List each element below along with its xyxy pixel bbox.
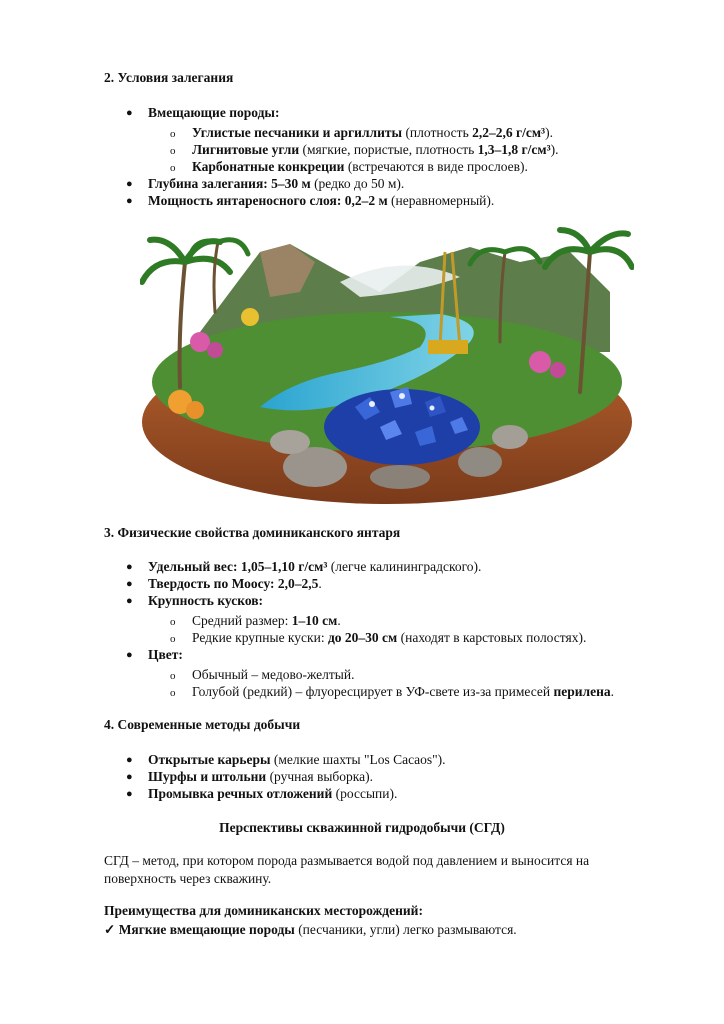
bullet-size: ● Крупность кусков: [126, 593, 264, 608]
sub-bullet-concretions: o Карбонатные конкреции (встречаются в виде прослоев). [170, 159, 528, 174]
bullet-pits-adits: ● Шурфы и штольни (ручная выборка). [126, 769, 374, 784]
amber-deposit-illustration [140, 222, 634, 510]
bullet-open-pits: ● Открытые карьеры (мелкие шахты "Los Cacaos"). [126, 752, 446, 767]
bullet-river-washing: ● Промывка речных отложений (россыпи). [126, 786, 398, 801]
sub-bullet-color-blue: o Голубой (редкий) – флуоресцирует в УФ-свете из-за примесей перилена. [170, 684, 615, 699]
section-4-heading: 4. Современные методы добычи [104, 717, 301, 732]
sub-bullet-color-common: o Обычный – медово-желтый. [170, 667, 355, 682]
sub-bullet-average-size: o Средний размер: 1–10 см. [170, 613, 341, 628]
sub-bullet-lignite: o Лигнитовые угли (мягкие, пористые, плотность 1,3–1,8 г/см³). [170, 142, 559, 157]
bullet-thickness: ● Мощность янтареносного слоя: 0,2–2 м (неравномерный). [126, 193, 495, 208]
advantage-soft-rocks: ✓ Мягкие вмещающие породы (песчаники, угли) легко размываются. [104, 922, 517, 937]
sub-bullet-rare-size: o Редкие крупные куски: до 20–30 см (находят в карстовых полостях). [170, 630, 587, 645]
section-3-heading: 3. Физические свойства доминиканского янтаря [104, 525, 401, 540]
advantages-heading: Преимущества для доминиканских месторождений: [104, 903, 423, 918]
bullet-hardness: ● Твердость по Моосу: 2,0–2,5. [126, 576, 322, 591]
sgd-paragraph: СГД – метод, при котором порода размывается водой под давлением и выносится на поверхность через скважину. [104, 853, 590, 886]
sgd-title: Перспективы скважинной гидродобычи (СГД) [219, 820, 505, 835]
sub-bullet-sandstones: o Углистые песчаники и аргиллиты (плотность 2,2–2,6 г/см³). [170, 125, 553, 140]
section-2-heading: 2. Условия залегания [104, 70, 234, 85]
check-icon: ✓ [104, 922, 116, 937]
bullet-host-rocks: ● Вмещающие породы: [126, 105, 280, 120]
bullet-depth: ● Глубина залегания: 5–30 м (редко до 50 м). [126, 176, 405, 191]
bullet-marker: ● [126, 107, 133, 119]
bullet-specific-gravity: ● Удельный вес: 1,05–1,10 г/см³ (легче калининградского). [126, 559, 482, 574]
bullet-color: ● Цвет: [126, 647, 183, 662]
